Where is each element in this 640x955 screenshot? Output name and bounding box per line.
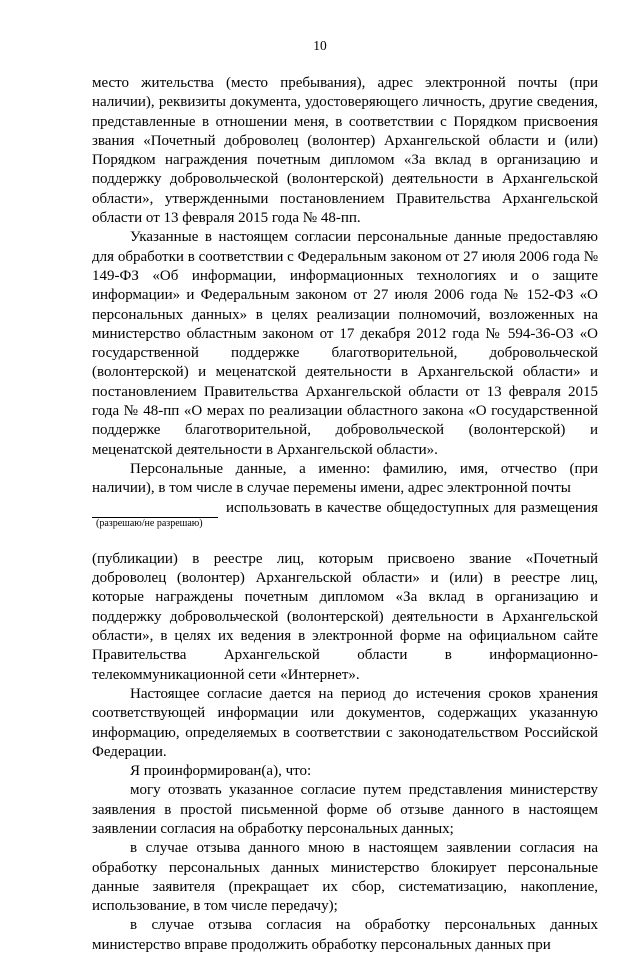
paragraph-address-details: место жительства (место пребывания), адрес электронной почты (при наличии), реквизиты документа, удостоверяющего личность, другие сведения, представленные в отношении меня, в соответствии с Порядком присвоения звания «Почетный доброволец (волонтер) Архангельской области и (или) Порядком награждения почетным дипломом «За вклад в организацию и поддержку добровольческой (волонтерской) деятельности в Архангельской области», утвержденными постановлением Правительства Архангельской области от 13 февраля 2015 года № 48-пп. [92,75,598,227]
paragraph-revoke-continue: в случае отзыва согласия на обработку персональных данных министерство вправе продолжить обработку персональных данных при [92,917,598,953]
consent-fill-text: использовать в качестве общедоступных для размещения [226,499,598,516]
paragraph-revoke-blocking: в случае отзыва данного мною в настоящем заявлении согласия на обработку персональных данных министерство блокирует персональные данные заявителя (прекращает их сбор, систематизацию, накопление, использование, в том числе передачу); [92,840,598,915]
page-number: 10 [313,38,327,53]
consent-blank-caption: (разрешаю/не разрешаю) [96,517,203,529]
paragraph-revoke-consent: могу отозвать указанное согласие путем представления министерству заявления в простой письменной форме об отзыве данного в настоящем заявлении согласия на обработку персональных данных; [92,782,598,837]
document-body [92,74,598,955]
paragraph-publication: (публикации) в реестре лиц, которым присвоено звание «Почетный доброволец (волонтер) Архангельской области» и (или) в реестре лиц, которые награждены почетным дипломом «За вклад в организацию и поддержку добровольческой (волонтерской) деятельности в Архангельской области», в целях их ведения в электронной форме на официальном сайте Правительства Архангельской области в информационно-телекоммуникационной сети «Интернет». [92,550,598,683]
consent-blank-field[interactable] [92,503,218,518]
paragraph-personal-data: Персональные данные, а именно: фамилию, имя, отчество (при наличии), в том числе в случае перемены имени, адрес электронной почты [92,460,598,497]
paragraph-consent-period: Настоящее согласие дается на период до истечения сроков хранения соответствующей информации или документов, содержащих указанную информацию, определяемых в соответствии с законодательством Российской Федерации. [92,685,598,760]
paragraph-legal-basis: Указанные в настоящем согласии персональные данные предоставляю для обработки в соответствии с Федеральным законом от 27 июля 2006 года № 149-ФЗ «Об информации, информационных технологиях и о защите информации» и Федеральным законом от 27 июля 2006 года № 152-ФЗ «О персональных данных» в целях реализации полномочий, возложенных на министерство областным законом от 17 декабря 2012 года № 594-36-ОЗ «О государственной поддержке благотворительной, добровольческой (волонтерской) и меценатской деятельности в Архангельской области» и постановлением Правительства Архангельской области от 13 февраля 2015 года № 48-пп «О мерах по реализации областного закона «О государственной поддержке благотворительной, добровольческой (волонтерской) и меценатской деятельности в Архангельской области». [92,229,598,458]
consent-fill-row [92,499,598,518]
paragraph-informed: Я проинформирован(а), что: [130,763,312,780]
